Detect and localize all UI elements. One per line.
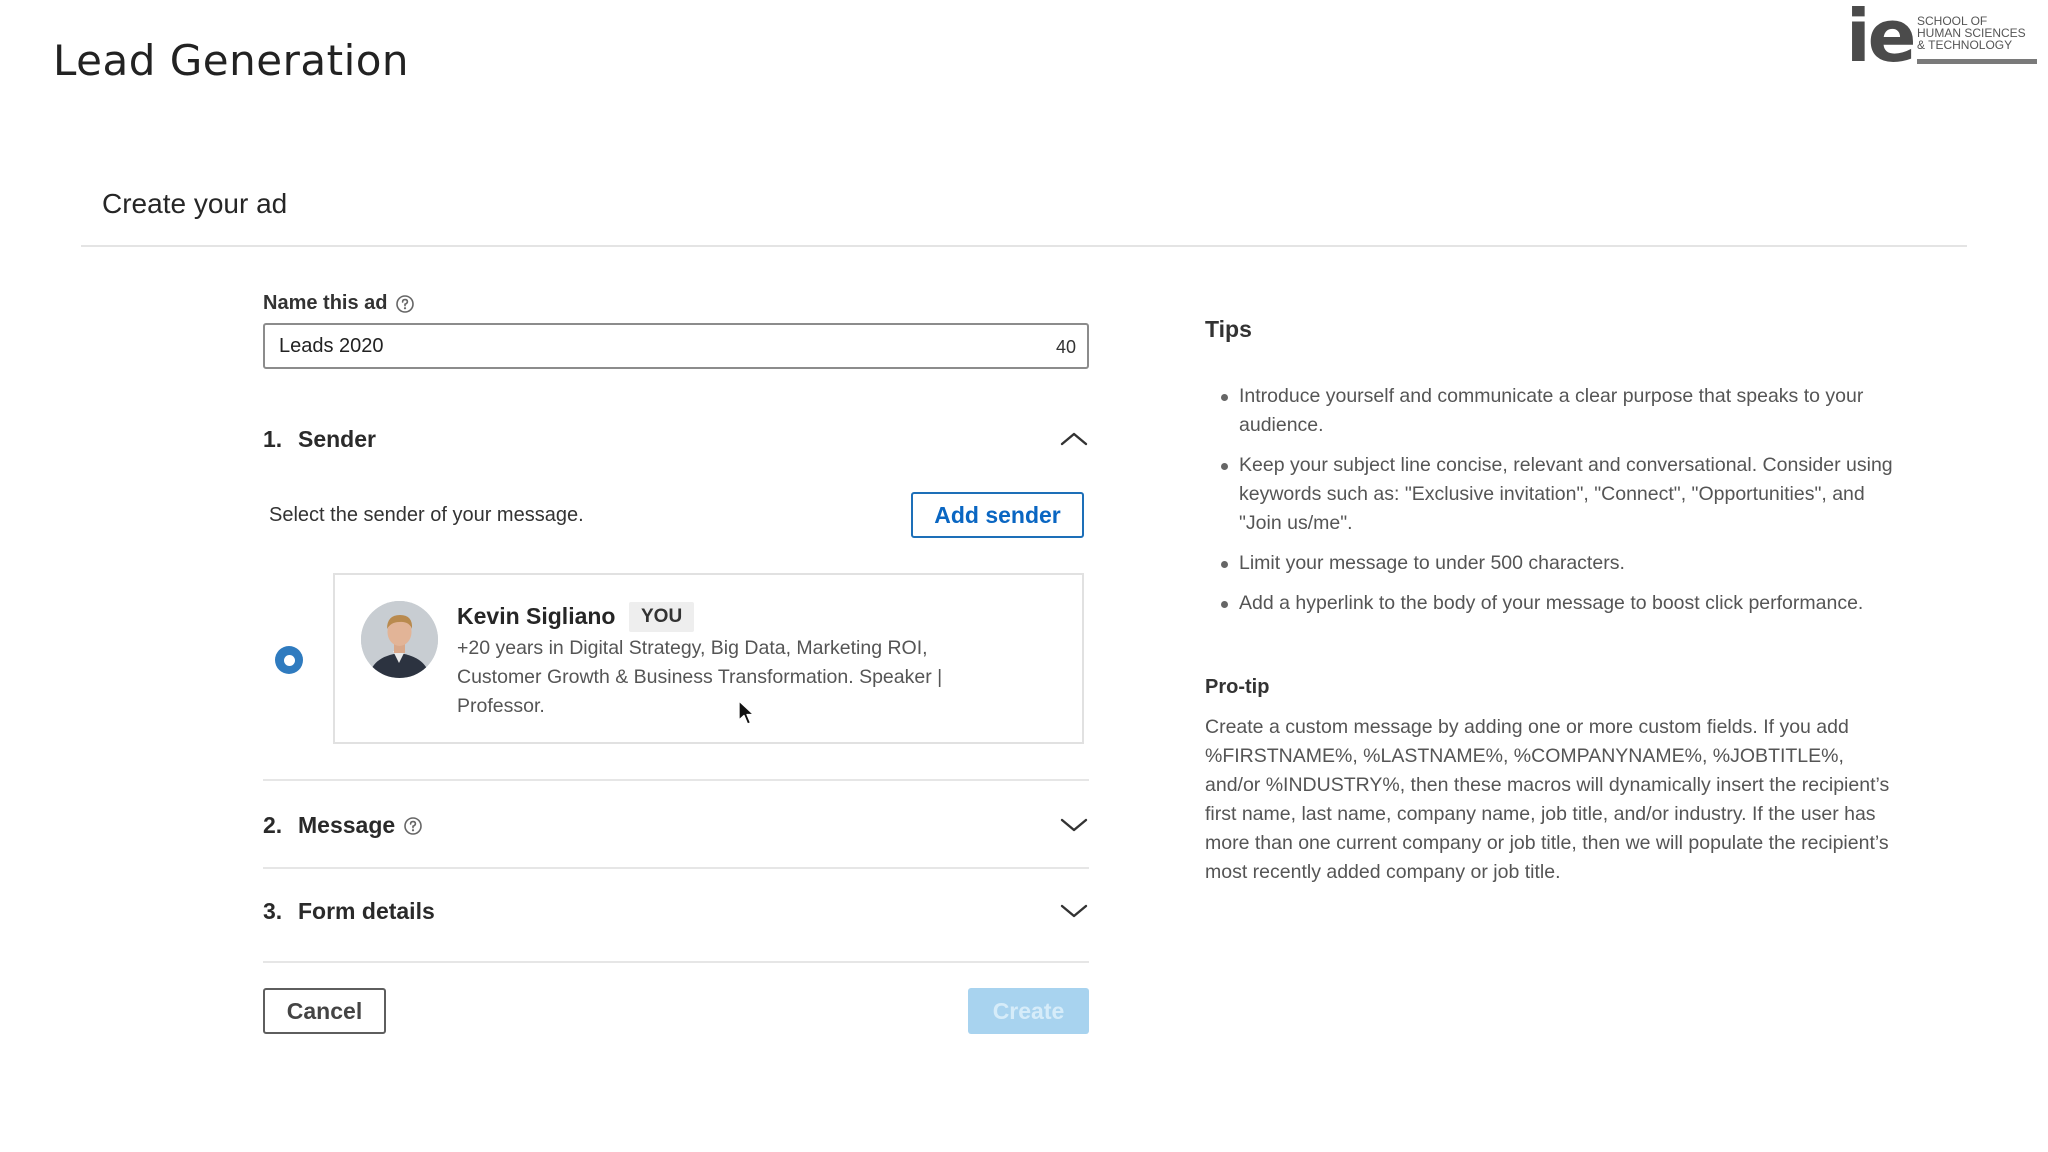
step-number: 1. — [263, 425, 283, 452]
tip-item: Keep your subject line concise, relevant and conversational. Consider using keywords such as: "Exclusive invitation", "Connect", "Opportunities", and "Join us/me". — [1221, 451, 1901, 538]
avatar — [361, 601, 438, 678]
step-divider — [263, 779, 1089, 781]
tip-item: Introduce yourself and communicate a clear purpose that speaks to your audience. — [1221, 382, 1901, 440]
step-title: Form details — [298, 897, 435, 924]
sender-name: Kevin Sigliano — [457, 603, 616, 629]
tips-title: Tips — [1205, 316, 1252, 342]
step-number: 3. — [263, 897, 283, 924]
cancel-button[interactable]: Cancel — [263, 988, 386, 1034]
add-sender-button[interactable]: Add sender — [911, 492, 1084, 538]
sender-description: Select the sender of your message. — [269, 504, 584, 526]
mouse-pointer-icon — [737, 699, 755, 727]
logo-school-name — [1917, 15, 2026, 51]
page-heading: Create your ad — [102, 188, 288, 219]
protip-body: Create a custom message by adding one or more custom fields. If you add %FIRSTNAME%, %LASTNAME%, %COMPANYNAME%, %JOBTITLE%, and/or %INDUSTRY%, then these macros will dynamically insert the recipient’s first name, last name, company name, job title, and/or industry. If the user has more than one current company or job title, then we will populate the recipient’s most recently added company or job title. — [1205, 716, 1890, 883]
sender-card[interactable] — [333, 573, 1084, 744]
step-title: Sender — [298, 425, 376, 452]
protip-title: Pro-tip — [1205, 676, 1270, 698]
tips-list — [1221, 382, 1901, 629]
step-message-header[interactable] — [263, 805, 1089, 845]
tip-item: Add a hyperlink to the body of your message to boost click performance. — [1221, 589, 1901, 618]
step-title-text: Message — [298, 811, 396, 838]
char-count: 40 — [1056, 337, 1077, 357]
create-button[interactable]: Create — [968, 988, 1089, 1034]
help-icon[interactable] — [395, 294, 415, 314]
header-divider — [81, 245, 1967, 247]
ad-name-label-text: Name this ad — [263, 292, 388, 314]
radio-selected-dot — [284, 655, 295, 666]
chevron-down-icon[interactable] — [1059, 899, 1089, 923]
ad-name-label — [263, 292, 415, 315]
step-title — [298, 812, 423, 839]
slide-title: Lead Generation — [53, 36, 410, 85]
step-form-details-header[interactable] — [263, 891, 1089, 931]
step-number: 2. — [263, 811, 283, 838]
logo-line: & TECHNOLOGY — [1917, 38, 2013, 52]
chevron-down-icon[interactable] — [1059, 813, 1089, 837]
logo-mark: ie — [1846, 0, 1914, 78]
chevron-up-icon[interactable] — [1059, 427, 1089, 451]
step-divider — [263, 961, 1089, 963]
step-sender-header[interactable] — [263, 419, 1089, 459]
ad-name-input[interactable] — [263, 323, 1089, 369]
logo-underline — [1917, 59, 2037, 64]
ie-school-logo — [1846, 0, 2036, 78]
logo-line: HUMAN SCIENCES — [1917, 26, 2026, 40]
step-divider — [263, 867, 1089, 869]
sender-radio[interactable] — [275, 646, 303, 674]
you-badge: YOU — [629, 602, 694, 632]
help-icon[interactable] — [403, 815, 423, 835]
sender-bio: +20 years in Digital Strategy, Big Data, Marketing ROI, Customer Growth & Business Transformation. Speaker | Professor. — [457, 637, 943, 717]
tip-item: Limit your message to under 500 characters. — [1221, 549, 1901, 578]
logo-line: SCHOOL OF — [1917, 14, 1988, 28]
